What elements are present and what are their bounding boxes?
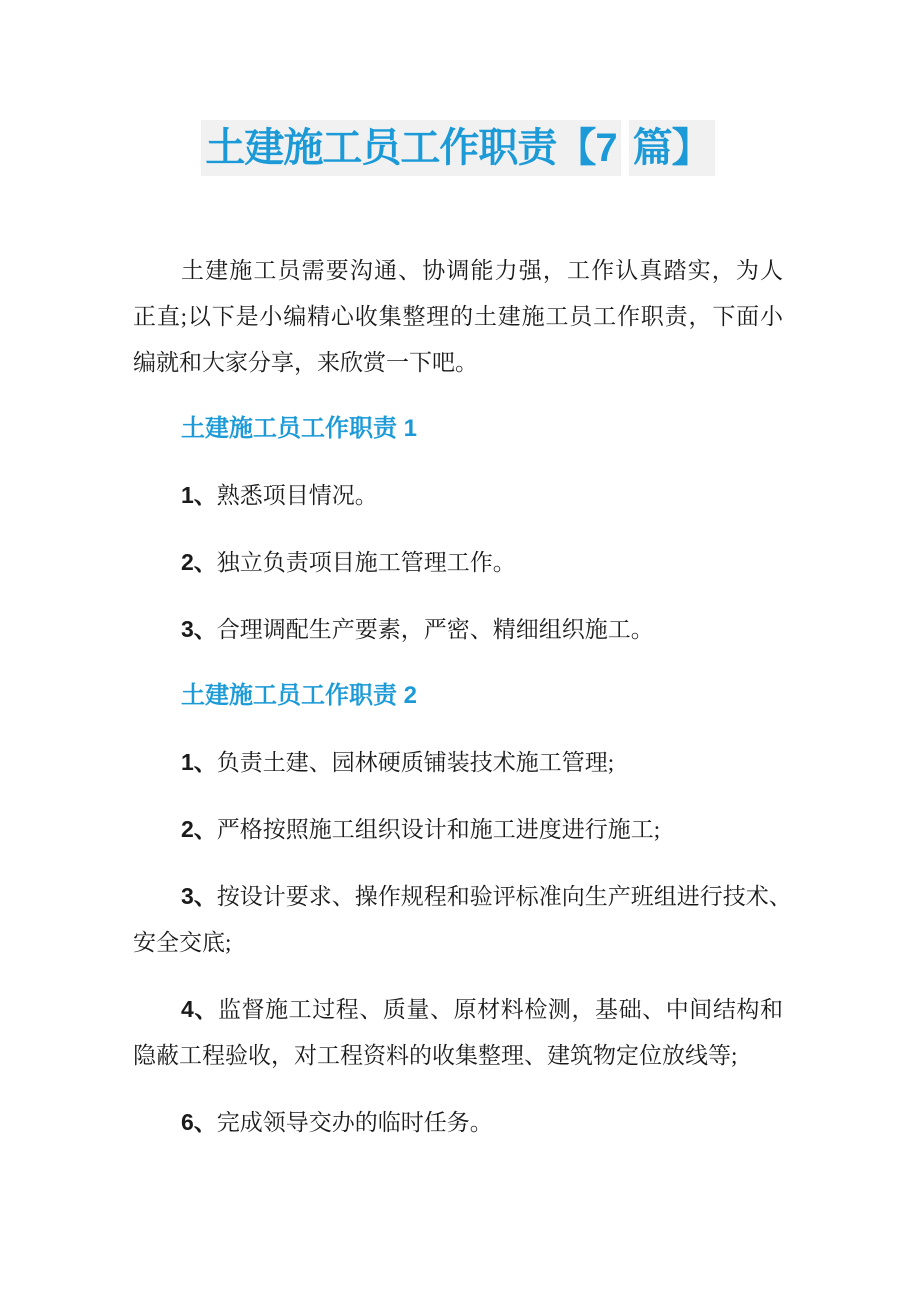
- item-line: 按设计要求、操作规程和验评标准向生产班组进行技术、: [216, 884, 792, 909]
- item-number: 1、: [181, 482, 217, 508]
- item-line: 完成领导交办的临时任务。: [216, 1110, 493, 1135]
- item-number: 1、: [181, 749, 217, 775]
- section-heading-2: 土建施工员工作职责 2: [181, 682, 418, 709]
- paragraph-line: 正直;以下是小编精心收集整理的土建施工员工作职责，下面小: [133, 304, 783, 329]
- list-item: [133, 873, 792, 966]
- item-line: 独立负责项目施工管理工作。: [216, 550, 516, 575]
- section-heading-1: 土建施工员工作职责 1: [181, 415, 418, 442]
- list-item: [133, 739, 783, 786]
- item-line: 严格按照施工组织设计和施工进度进行施工;: [216, 817, 661, 842]
- item-number: 3、: [181, 616, 217, 642]
- item-line: 监督施工过程、质量、原材料检测，基础、中间结构和: [217, 997, 784, 1022]
- item-number: 4、: [181, 996, 218, 1022]
- document-title: [133, 120, 783, 176]
- list-item: [133, 539, 783, 586]
- item-line: 熟悉项目情况。: [216, 483, 378, 508]
- title-highlight-1: 土建施工员工作职责【7: [201, 120, 620, 176]
- intro-paragraph: [133, 248, 783, 386]
- item-number: 2、: [181, 549, 217, 575]
- item-number: 2、: [181, 816, 217, 842]
- item-number: 3、: [181, 883, 217, 909]
- list-item: [133, 606, 783, 653]
- list-item: [133, 472, 783, 519]
- list-item: [133, 806, 783, 853]
- item-number: 6、: [181, 1109, 217, 1135]
- list-item: [133, 986, 783, 1079]
- paragraph-line: 编就和大家分享，来欣赏一下吧。: [133, 350, 478, 375]
- title-highlight-2: 篇】: [629, 120, 715, 176]
- paragraph-line: 土建施工员需要沟通、协调能力强，工作认真踏实，为人: [181, 258, 783, 283]
- item-line: 合理调配生产要素，严密、精细组织施工。: [216, 617, 654, 642]
- item-line: 隐蔽工程验收，对工程资料的收集整理、建筑物定位放线等;: [133, 1043, 738, 1068]
- item-line: 安全交底;: [133, 930, 232, 955]
- item-line: 负责土建、园林硬质铺装技术施工管理;: [216, 750, 615, 775]
- list-item: [133, 1099, 783, 1146]
